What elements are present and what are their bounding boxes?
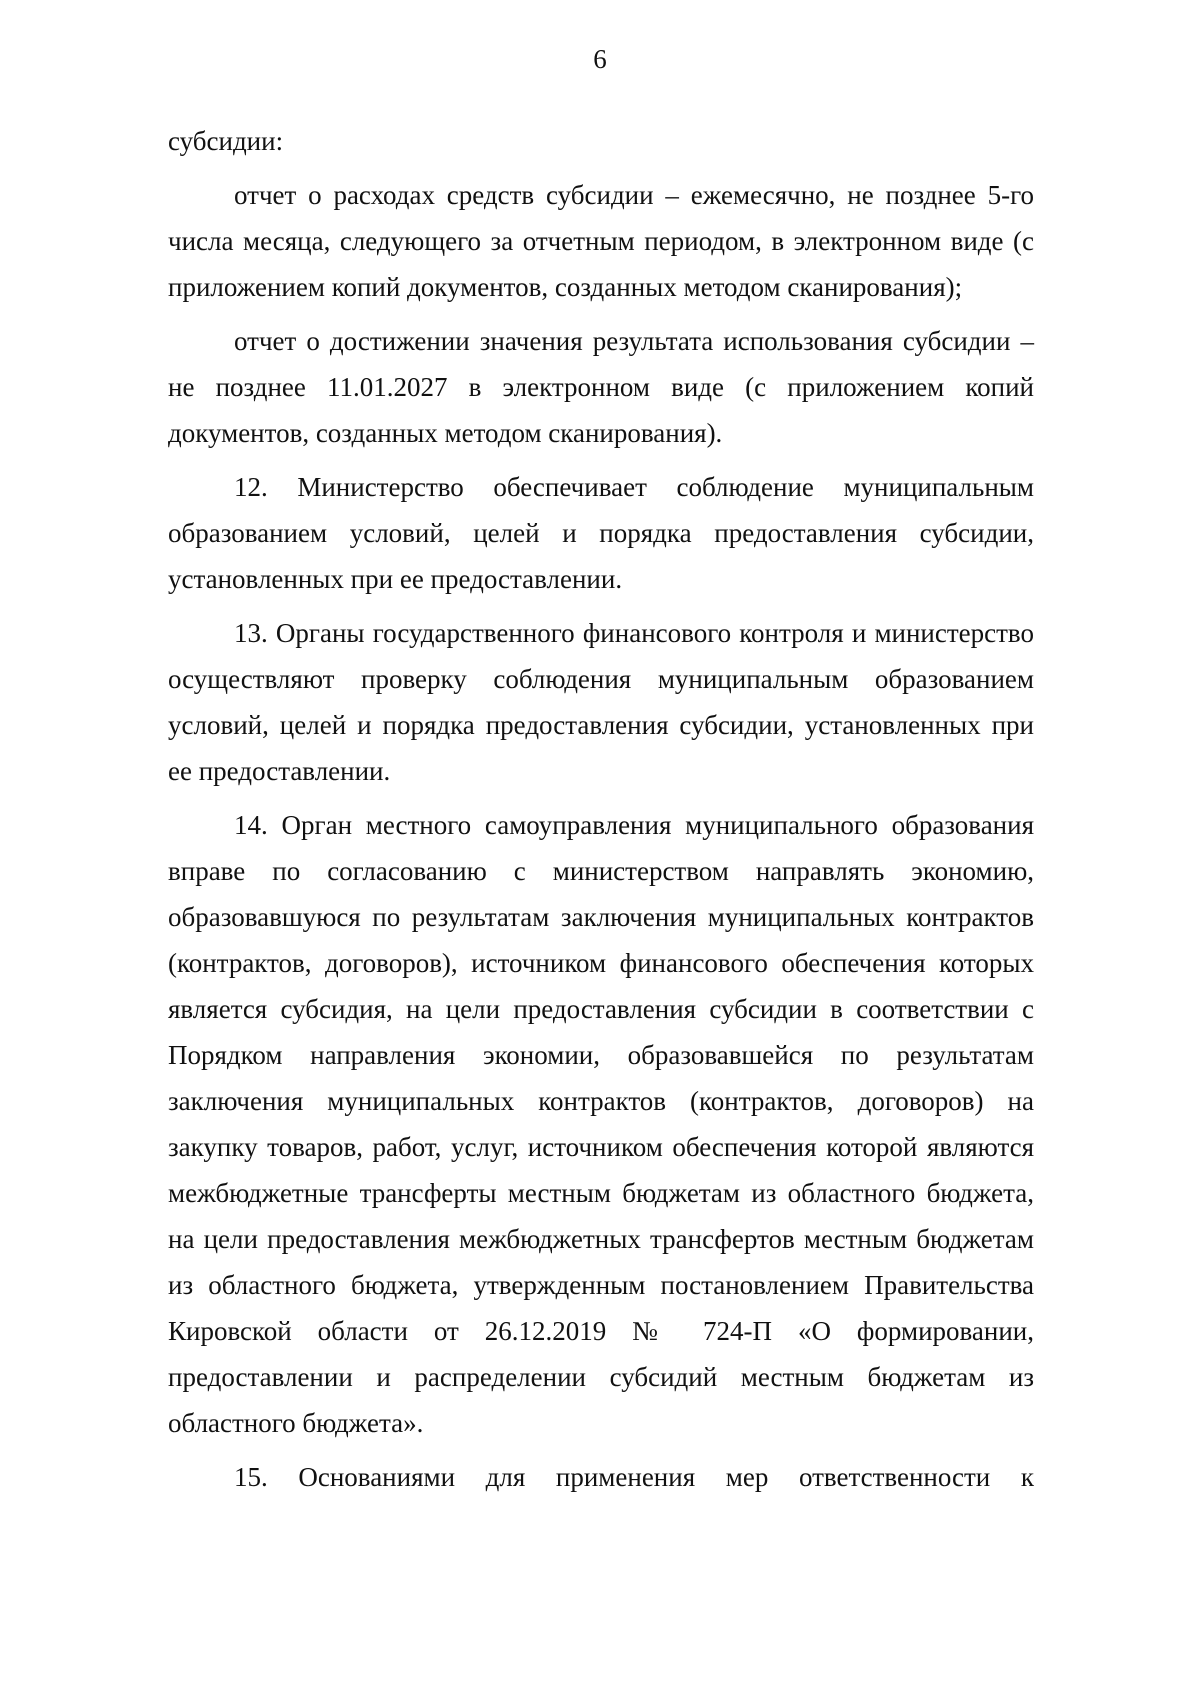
- paragraph-subsidy-continuation: субсидии:: [168, 126, 284, 156]
- paragraph-item-14: 14. Орган местного самоуправления муниципального образования вправе по согласованию с министерством направлять экономию, образовавшуюся по результатам заключения муниципальных контрактов (контрактов, договоров), источником финансового обеспечения которых является субсидия, на цели предоставления субсидии в соответствии с Порядком направления экономии, образовавшейся по результатам заключения муниципальных контрактов (контрактов, договоров) на закупку товаров, работ, услуг, источником обеспечения которой являются межбюджетные трансферты местным бюджетам из областного бюджета, на цели предоставления межбюджетных трансфертов местным бюджетам из областного бюджета, утвержденным постановлением Правительства Кировской области от 26.12.2019 № 724-П «О формировании, предоставлении и распределении субсидий местным бюджетам из областного бюджета».: [168, 810, 1034, 1438]
- paragraph-result-report: отчет о достижении значения результата использования субсидии – не позднее 11.01.2027 в электронном виде (с приложением копий документов, созданных методом сканирования).: [168, 326, 1034, 448]
- paragraph-item-12: 12. Министерство обеспечивает соблюдение муниципальным образованием условий, целей и порядка предоставления субсидии, установленных при ее предоставлении.: [168, 472, 1034, 594]
- paragraph-expense-report: отчет о расходах средств субсидии – ежемесячно, не позднее 5-го числа месяца, следующего за отчетным периодом, в электронном виде (с приложением копий документов, созданных методом сканирования);: [168, 180, 1034, 302]
- paragraph-item-13: 13. Органы государственного финансового контроля и министерство осуществляют проверку соблюдения муниципальным образованием условий, целей и порядка предоставления субсидии, установленных при ее предоставлении.: [168, 618, 1034, 786]
- paragraph-item-15: 15. Основаниями для применения мер ответственности к: [234, 1462, 1034, 1492]
- document-body: [168, 118, 1034, 1508]
- page-number: 6: [593, 44, 607, 74]
